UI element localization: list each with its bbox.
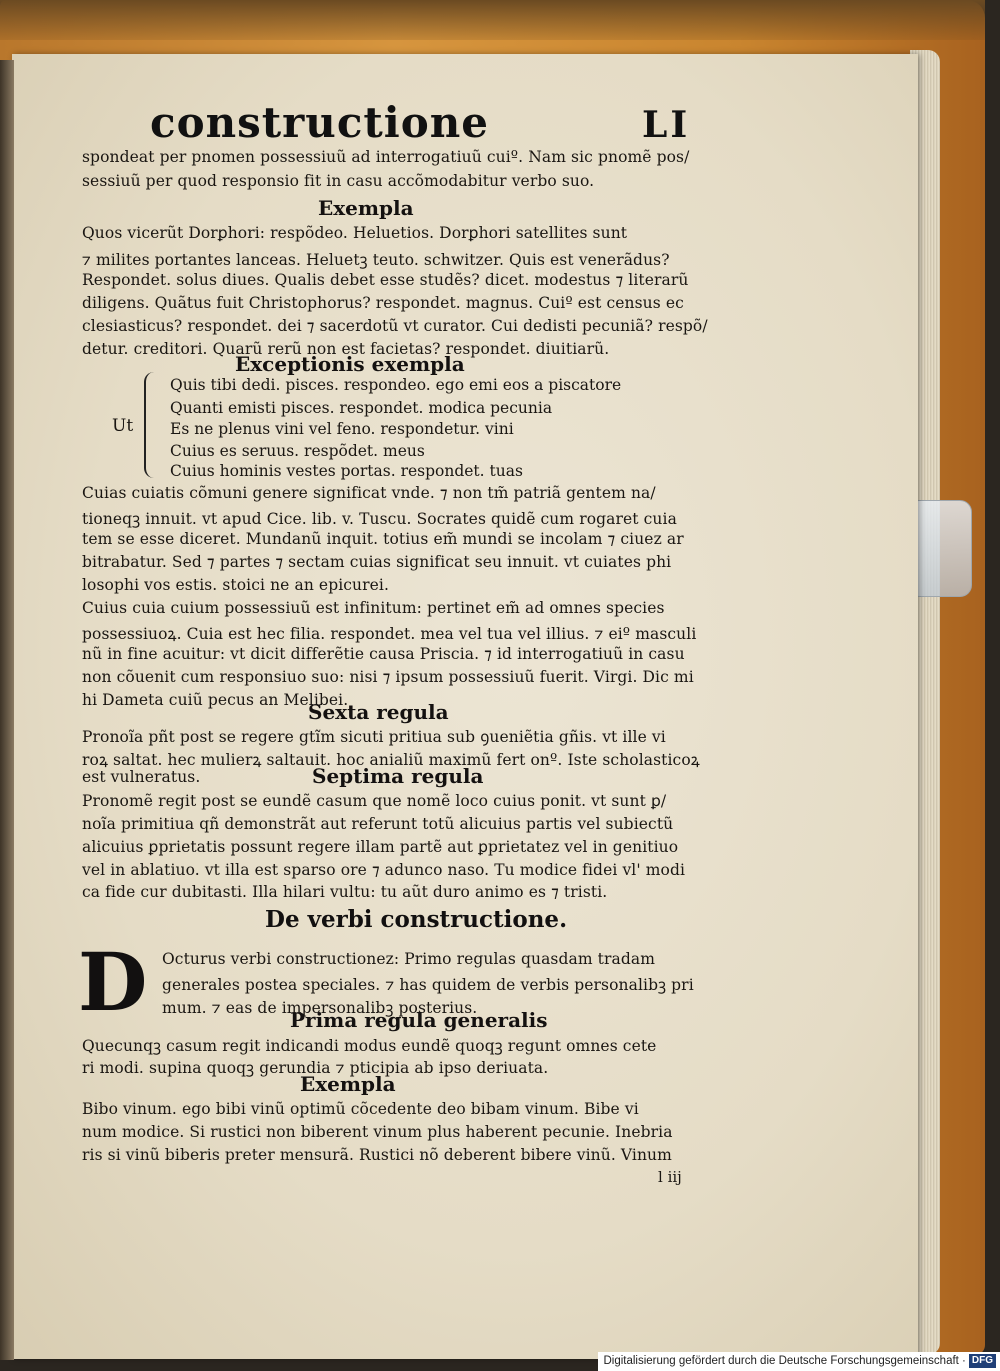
text-line: non cõuenit cum responsiuo suo: nisi ⁊ ipsum possessiuũ fuerit. Virgi. Dic mi: [82, 668, 694, 686]
heading-sexta-regula: Sexta regula: [308, 700, 449, 724]
text-line: losophi vos estis. stoici ne an epicurei.: [82, 576, 390, 594]
text-line: ⁊ milites portantes lanceas. Heluetꝫ teuto. schwitzer. Quis est venerãdus?: [82, 251, 670, 269]
section-title: De verbi constructione.: [265, 906, 568, 933]
list-item: Quis tibi dedi. pisces. respondeo. ego emi eos a piscatore: [170, 376, 622, 394]
heading-exceptionis: Exceptionis exempla: [235, 352, 465, 376]
text-line: Cuias cuiatis cõmuni genere significat vnde. ⁊ non tm̃ patriã gentem na/: [82, 484, 656, 502]
text-line: vel in ablatiuo. vt illa est sparso ore ⁊ adunco naso. Tu modice fidei vl' modi: [82, 861, 686, 879]
footer-text: Digitalisierung gefördert durch die Deutsche Forschungsgemeinschaft ·: [603, 1355, 966, 1367]
cover-top-shadow: [0, 0, 985, 40]
decorated-initial: D: [78, 935, 148, 1029]
text-line: detur. creditori. Quarũ rerũ non est facietas? respondet. diuitiarũ.: [82, 340, 610, 358]
heading-exempla: Exempla: [300, 1072, 396, 1096]
text-line: clesiasticus? respondet. dei ⁊ sacerdotũ vt curator. Cui dedisti pecuniã? respõ/: [82, 317, 708, 335]
text-line: mum. ⁊ eas de impersonalibꝫ posterius.: [162, 999, 478, 1017]
list-item: Cuius es seruus. respõdet. meus: [170, 442, 425, 460]
heading-prima-regula: Prima regula generalis: [290, 1008, 548, 1032]
text-line: sessiuũ per quod responsio fit in casu accõmodabitur verbo suo.: [82, 172, 595, 190]
text-line: bitrabatur. Sed ⁊ partes ⁊ sectam cuias significat seu innuit. vt cuiates phi: [82, 553, 672, 571]
text-line: ca fide cur dubitasti. Illa hilari vultu: tu aũt duro animo es ⁊ tristi.: [82, 883, 608, 901]
text-line: possessiuoꝝ. Cuia est hec filia. respondet. mea vel tua vel illius. ⁊ eiº masculi: [82, 625, 697, 643]
text-line: Pronoĩa pñt post se regere gtĩm sicuti pritiua sub ꝯueniẽtia gñis. vt ille vi: [82, 728, 666, 746]
text-line: alicuius ꝑprietatis possunt regere illam partẽ aut ꝑprietatez vel in genitiuo: [82, 838, 679, 856]
text-line: Octurus verbi constructionez: Primo regulas quasdam tradam: [162, 950, 656, 968]
heading-exempla: Exempla: [318, 196, 414, 220]
text-line: est vulneratus.: [82, 768, 201, 786]
text-line: spondeat per pnomen possessiuũ ad interrogatiuũ cuiº. Nam sic pnomẽ pos/: [82, 148, 690, 166]
list-item: Es ne plenus vini vel feno. respondetur. vini: [170, 420, 514, 438]
text-line: hi Dameta cuiũ pecus an Melibei.: [82, 691, 349, 709]
digitization-footer: [598, 1352, 1000, 1371]
text-line: Cuius cuia cuium possessiuũ est infinitum: pertinet em̃ ad omnes species: [82, 599, 665, 617]
text-line: Respondet. solus diues. Qualis debet esse studẽs? dicet. modestus ⁊ literarũ: [82, 271, 689, 289]
list-item: Quanti emisti pisces. respondet. modica pecunia: [170, 399, 553, 417]
text-line: num modice. Si rustici non biberent vinum plus haberent pecunie. Inebria: [82, 1123, 673, 1141]
page-title: constructione: [150, 98, 490, 147]
brace-mark: [144, 372, 160, 478]
text-line: ri modi. supina quoqꝫ gerundia ⁊ pticipia ab ipso deriuata.: [82, 1059, 549, 1077]
ut-label: Ut: [112, 416, 134, 436]
dfg-logo: DFG: [969, 1354, 996, 1368]
text-line: generales postea speciales. ⁊ has quidem de verbis personalibꝫ pri: [162, 976, 694, 994]
text-line: roꝝ saltat. hec mulierꝝ saltauit. hoc anialiũ maximũ fert onº. Iste scholasticoꝝ: [82, 751, 700, 769]
text-line: tem se esse diceret. Mundanũ inquit. totius em̃ mundi se incolam ⁊ ciuez ar: [82, 530, 684, 548]
folio-number: LI: [642, 104, 691, 146]
text-line: Pronomẽ regit post se eundẽ casum que nomẽ loco cuius ponit. vt sunt ꝑ/: [82, 792, 667, 810]
text-line: tioneqꝫ innuit. vt apud Cice. lib. v. Tuscu. Socrates quidẽ cum rogaret cuia: [82, 510, 677, 528]
list-item: Cuius hominis vestes portas. respondet. tuas: [170, 462, 523, 480]
text-line: ris si vinũ biberis preter mensurã. Rustici nõ deberent bibere vinũ. Vinum: [82, 1146, 672, 1164]
text-line: diligens. Quãtus fuit Christophorus? respondet. magnus. Cuiº est census ec: [82, 294, 684, 312]
text-line: Quos vicerũt Dorꝑhori: respõdeo. Heluetios. Dorꝑhori satellites sunt: [82, 224, 628, 242]
text-line: Quecunqꝫ casum regit indicandi modus eundẽ quoqꝫ regunt omnes cete: [82, 1037, 657, 1055]
signature-mark: l iij: [658, 1168, 682, 1186]
heading-septima-regula: Septima regula: [312, 764, 484, 788]
text-line: noĩa primitiua qñ demonstrãt aut referunt totũ alicuius partis vel subiectũ: [82, 815, 674, 833]
text-line: nũ in fine acuitur: vt dicit differẽtie causa Priscia. ⁊ id interrogatiuũ in casu: [82, 645, 685, 663]
book-spine: [0, 60, 14, 1360]
text-line: Bibo vinum. ego bibi vinũ optimũ cõcedente deo bibam vinum. Bibe vi: [82, 1100, 639, 1118]
